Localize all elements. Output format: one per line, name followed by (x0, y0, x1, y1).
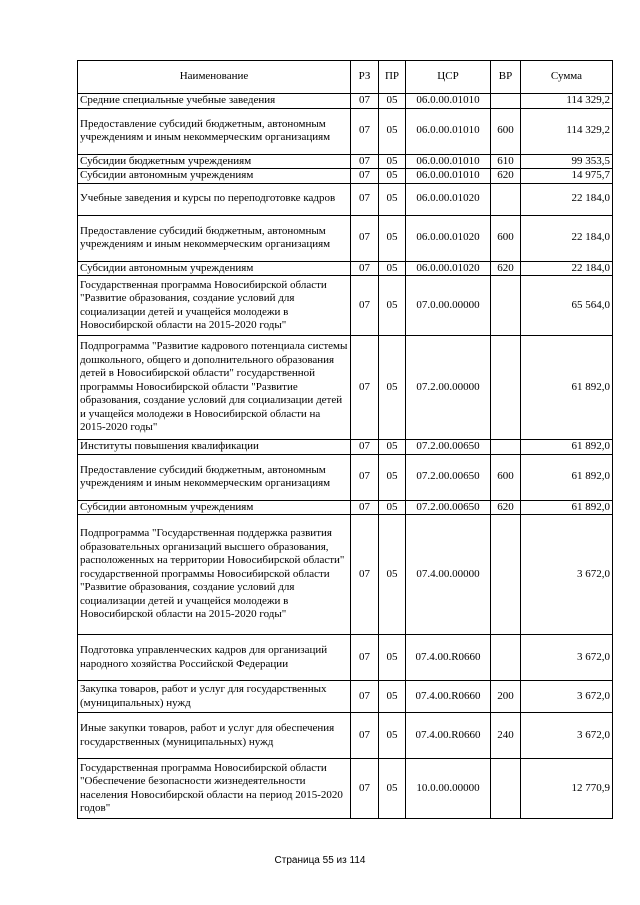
row-vr: 620 (491, 169, 521, 184)
header-rz: РЗ (351, 61, 379, 94)
row-name: Субсидии автономным учреждениям (78, 169, 351, 184)
row-rz: 07 (351, 154, 379, 169)
row-name: Подпрограмма "Государственная поддержка развития образовательных организаций высшего образования, расположенных на территории Новосибирской области" государственной программы Новосибирской области "Развитие образования, создание условий для социализации детей и учащейся молодежи в Новосибирской области на 2015-2020 годы" (78, 515, 351, 635)
row-sum: 114 329,2 (521, 108, 613, 154)
row-pr: 05 (379, 681, 406, 713)
row-csr: 07.0.00.00000 (406, 276, 491, 336)
row-rz: 07 (351, 713, 379, 759)
row-csr: 07.4.00.R0660 (406, 635, 491, 681)
row-rz: 07 (351, 276, 379, 336)
row-vr: 600 (491, 454, 521, 500)
row-rz: 07 (351, 336, 379, 440)
header-name: Наименование (78, 61, 351, 94)
row-csr: 07.4.00.R0660 (406, 713, 491, 759)
row-csr: 06.0.00.01020 (406, 261, 491, 276)
row-rz: 07 (351, 500, 379, 515)
row-rz: 07 (351, 261, 379, 276)
row-csr: 07.4.00.R0660 (406, 681, 491, 713)
row-pr: 05 (379, 440, 406, 455)
row-pr: 05 (379, 759, 406, 819)
row-name: Государственная программа Новосибирской области "Обеспечение безопасности жизнедеятельности населения Новосибирской области на период 2015-2020 годов" (78, 759, 351, 819)
header-pr: ПР (379, 61, 406, 94)
row-sum: 65 564,0 (521, 276, 613, 336)
row-rz: 07 (351, 94, 379, 109)
row-name: Субсидии бюджетным учреждениям (78, 154, 351, 169)
row-pr: 05 (379, 635, 406, 681)
row-csr: 06.0.00.01010 (406, 154, 491, 169)
row-rz: 07 (351, 183, 379, 215)
row-vr (491, 94, 521, 109)
row-csr: 07.2.00.00000 (406, 336, 491, 440)
table-row (78, 515, 613, 635)
row-csr: 07.2.00.00650 (406, 454, 491, 500)
table-row (78, 108, 613, 154)
row-rz: 07 (351, 681, 379, 713)
row-name: Государственная программа Новосибирской области "Развитие образования, создание условий для социализации детей и учащейся молодежи в Новосибирской области на 2015-2020 годы" (78, 276, 351, 336)
table-row (78, 635, 613, 681)
row-rz: 07 (351, 454, 379, 500)
table-row (78, 759, 613, 819)
row-sum: 3 672,0 (521, 635, 613, 681)
header-csr: ЦСР (406, 61, 491, 94)
row-sum: 3 672,0 (521, 713, 613, 759)
table-row (78, 500, 613, 515)
row-pr: 05 (379, 276, 406, 336)
row-rz: 07 (351, 215, 379, 261)
row-vr (491, 276, 521, 336)
header-vr: ВР (491, 61, 521, 94)
table-row (78, 440, 613, 455)
row-name: Средние специальные учебные заведения (78, 94, 351, 109)
row-rz: 07 (351, 759, 379, 819)
row-csr: 10.0.00.00000 (406, 759, 491, 819)
budget-table (77, 60, 613, 819)
row-vr (491, 336, 521, 440)
row-pr: 05 (379, 336, 406, 440)
row-rz: 07 (351, 108, 379, 154)
page-number: Страница 55 из 114 (274, 855, 366, 866)
row-pr: 05 (379, 261, 406, 276)
table-row (78, 336, 613, 440)
row-vr (491, 759, 521, 819)
row-pr: 05 (379, 94, 406, 109)
row-sum: 12 770,9 (521, 759, 613, 819)
row-name: Предоставление субсидий бюджетным, автономным учреждениям и иным некоммерческим организациям (78, 454, 351, 500)
row-sum: 114 329,2 (521, 94, 613, 109)
table-row (78, 154, 613, 169)
header-sum: Сумма (521, 61, 613, 94)
row-sum: 22 184,0 (521, 183, 613, 215)
row-name: Иные закупки товаров, работ и услуг для обеспечения государственных (муниципальных) нужд (78, 713, 351, 759)
row-pr: 05 (379, 454, 406, 500)
row-name: Субсидии автономным учреждениям (78, 261, 351, 276)
row-pr: 05 (379, 154, 406, 169)
row-rz: 07 (351, 169, 379, 184)
row-csr: 06.0.00.01010 (406, 169, 491, 184)
row-pr: 05 (379, 215, 406, 261)
header-row (78, 61, 613, 94)
row-sum: 14 975,7 (521, 169, 613, 184)
row-name: Закупка товаров, работ и услуг для государственных (муниципальных) нужд (78, 681, 351, 713)
row-csr: 07.2.00.00650 (406, 500, 491, 515)
row-sum: 3 672,0 (521, 515, 613, 635)
row-pr: 05 (379, 713, 406, 759)
row-vr: 200 (491, 681, 521, 713)
table-row (78, 454, 613, 500)
table-row (78, 94, 613, 109)
row-sum: 22 184,0 (521, 261, 613, 276)
table-row (78, 276, 613, 336)
table-row (78, 261, 613, 276)
row-csr: 07.4.00.00000 (406, 515, 491, 635)
row-vr: 240 (491, 713, 521, 759)
row-sum: 61 892,0 (521, 454, 613, 500)
row-vr (491, 635, 521, 681)
row-name: Институты повышения квалификации (78, 440, 351, 455)
table-row (78, 215, 613, 261)
table-row (78, 713, 613, 759)
row-vr: 600 (491, 108, 521, 154)
row-vr (491, 440, 521, 455)
row-name: Подпрограмма "Развитие кадрового потенциала системы дошкольного, общего и дополнительного образования детей в Новосибирской области" государственной программы Новосибирской области "Развитие образования, создание условий для социализации детей и учащейся молодежи в Новосибирской области на 2015-2020 годы" (78, 336, 351, 440)
row-name: Подготовка управленческих кадров для организаций народного хозяйства Российской Федерации (78, 635, 351, 681)
row-vr: 620 (491, 500, 521, 515)
row-pr: 05 (379, 108, 406, 154)
table-row (78, 183, 613, 215)
row-rz: 07 (351, 515, 379, 635)
row-pr: 05 (379, 500, 406, 515)
row-name: Учебные заведения и курсы по переподготовке кадров (78, 183, 351, 215)
row-vr: 610 (491, 154, 521, 169)
row-name: Предоставление субсидий бюджетным, автономным учреждениям и иным некоммерческим организациям (78, 108, 351, 154)
row-csr: 06.0.00.01020 (406, 183, 491, 215)
row-vr (491, 515, 521, 635)
row-name: Предоставление субсидий бюджетным, автономным учреждениям и иным некоммерческим организациям (78, 215, 351, 261)
row-csr: 06.0.00.01010 (406, 94, 491, 109)
row-sum: 3 672,0 (521, 681, 613, 713)
table-row (78, 169, 613, 184)
row-csr: 06.0.00.01020 (406, 215, 491, 261)
row-csr: 06.0.00.01010 (406, 108, 491, 154)
row-csr: 07.2.00.00650 (406, 440, 491, 455)
row-vr: 600 (491, 215, 521, 261)
row-pr: 05 (379, 183, 406, 215)
row-sum: 61 892,0 (521, 440, 613, 455)
row-pr: 05 (379, 169, 406, 184)
row-vr (491, 183, 521, 215)
row-pr: 05 (379, 515, 406, 635)
row-rz: 07 (351, 440, 379, 455)
row-rz: 07 (351, 635, 379, 681)
table-row (78, 681, 613, 713)
row-sum: 22 184,0 (521, 215, 613, 261)
row-vr: 620 (491, 261, 521, 276)
row-name: Субсидии автономным учреждениям (78, 500, 351, 515)
row-sum: 61 892,0 (521, 336, 613, 440)
row-sum: 99 353,5 (521, 154, 613, 169)
row-sum: 61 892,0 (521, 500, 613, 515)
